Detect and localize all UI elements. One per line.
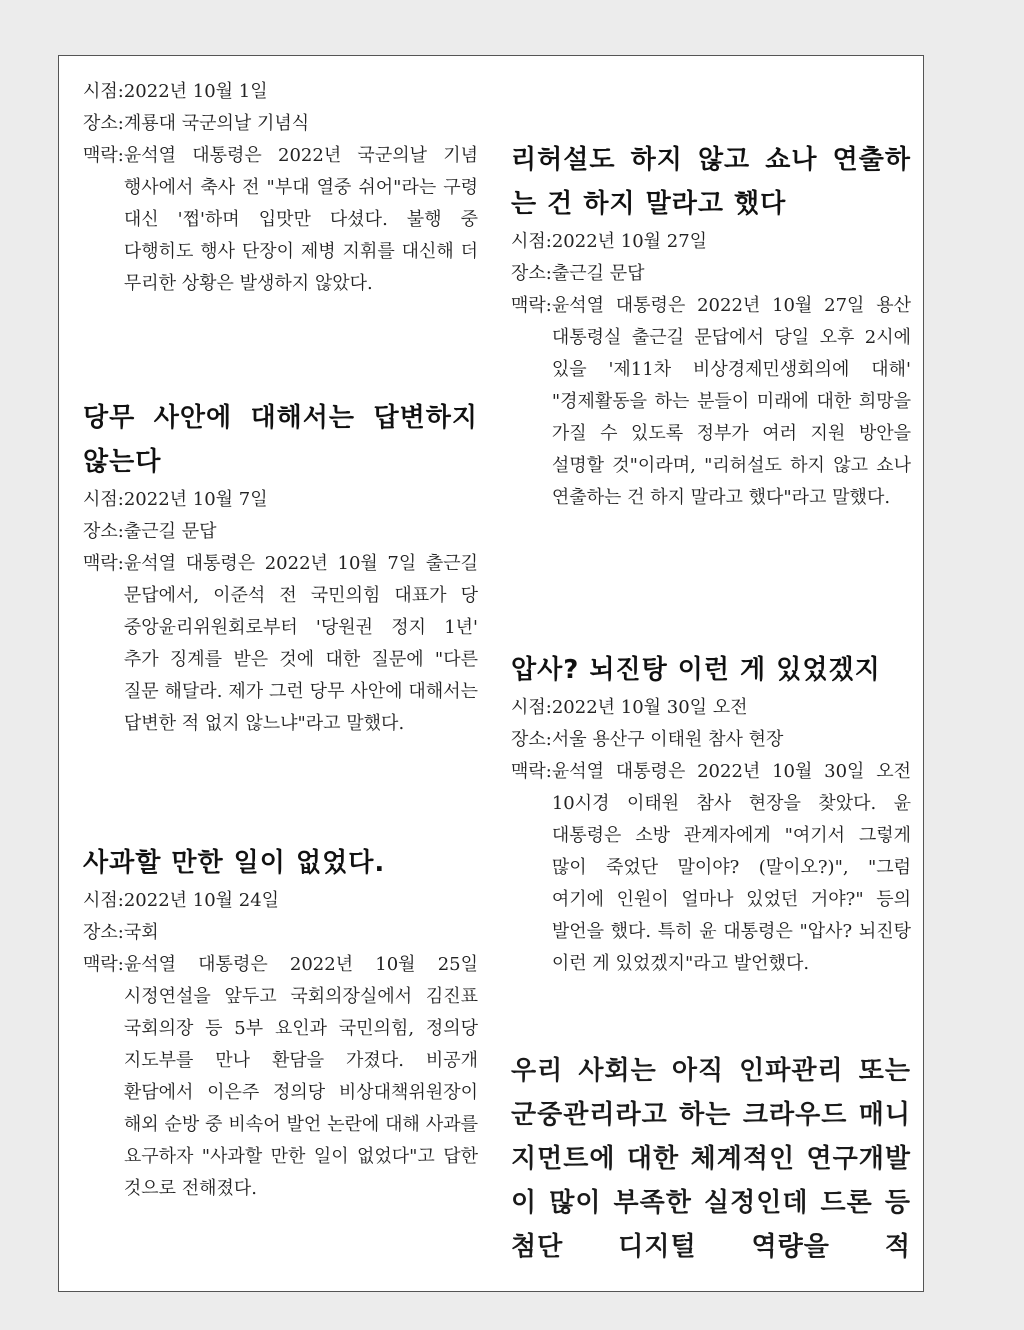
- essay-block: [511, 1049, 911, 1269]
- time-label: 시점:: [83, 890, 124, 911]
- entry-title: 리허설도 하지 않고 쇼나 연출하는 건 하지 말라고 했다: [511, 145, 911, 219]
- place-label: 장소:: [83, 521, 124, 542]
- context-label: 맥락:: [511, 761, 552, 782]
- entry-time-row: [511, 692, 911, 724]
- entry-place: 서울 용산구 이태원 참사 현장: [551, 729, 784, 750]
- document-page: [58, 55, 924, 1292]
- entry-time-row: [83, 484, 478, 516]
- place-label: 장소:: [511, 729, 552, 750]
- time-label: 시점:: [511, 697, 552, 718]
- entry-itaewon: [511, 648, 911, 980]
- place-label: 장소:: [511, 263, 552, 284]
- entry-title: 사과할 만한 일이 없었다.: [83, 848, 386, 878]
- entry-rehearsal: [511, 138, 911, 514]
- entry-place-row: [83, 917, 478, 949]
- entry-time: 2022년 10월 30일 오전: [551, 697, 748, 718]
- essay-paragraph: 우리 사회는 아직 인파관리 또는 군중관리라고 하는 크라우드 매니지먼트에 대한 체계적인 연구개발이 많이 부족한 실정인데 드론 등 첨단 디지털 역량을 적: [511, 1056, 911, 1262]
- entry-armed-forces-day: [83, 76, 478, 300]
- entry-context-row: [511, 756, 911, 980]
- entry-context: 윤석열 대통령은 2022년 10월 30일 오전 10시경 이태원 참사 현장을 찾았다. 윤 대통령은 소방 관계자에게 "여기서 그렇게 많이 죽었단 말이야? (말이오?)", "그럼 여기에 인원이 얼마나 있었던 거야?" 등의 발언을 했다. 특히 윤 대통령은 "압사? 뇌진탕 이런 게 있었겠지"라고 발언했다.: [551, 761, 911, 974]
- time-label: 시점:: [83, 81, 124, 102]
- entry-time: 2022년 10월 27일: [551, 231, 708, 252]
- entry-place-row: [83, 108, 478, 140]
- entry-place-row: [511, 258, 911, 290]
- entry-time-row: [83, 885, 478, 917]
- context-label: 맥락:: [511, 295, 552, 316]
- entry-context: 윤석열 대통령은 2022년 10월 27일 용산 대통령실 출근길 문답에서 당일 오후 2시에 있을 '제11차 비상경제민생회의에 대해' "경제활동을 하는 분들이 미래에 대한 희망을 가질 수 있도록 정부가 여러 지원 방안을 설명할 것"이라며, "리허설도 하지 않고 쇼나 연출하는 건 하지 말라고 했다"라고 말했다.: [551, 295, 911, 508]
- entry-context-row: [83, 949, 478, 1205]
- time-label: 시점:: [511, 231, 552, 252]
- entry-no-apology: [83, 841, 478, 1205]
- entry-time: 2022년 10월 24일: [123, 890, 280, 911]
- place-label: 장소:: [83, 922, 124, 943]
- entry-time: 2022년 10월 7일: [123, 489, 268, 510]
- context-label: 맥락:: [83, 954, 124, 975]
- entry-time-row: [83, 76, 478, 108]
- time-label: 시점:: [83, 489, 124, 510]
- entry-context: 윤석열 대통령은 2022년 국군의날 기념 행사에서 축사 전 "부대 열중 쉬어"라는 구령 대신 '쩝'하며 입맛만 다셨다. 불행 중 다행히도 행사 단장이 제병 지휘를 대신해 더 무리한 상황은 발생하지 않았다.: [123, 145, 478, 294]
- entry-context-row: [83, 140, 478, 300]
- entry-place: 계룡대 국군의날 기념식: [123, 113, 310, 134]
- entry-place: 국회: [123, 922, 159, 943]
- entry-place: 출근길 문답: [123, 521, 217, 542]
- entry-title: 당무 사안에 대해서는 답변하지 않는다: [83, 403, 478, 477]
- context-label: 맥락:: [83, 553, 124, 574]
- entry-party-affairs: [83, 396, 478, 740]
- entry-place: 출근길 문답: [551, 263, 645, 284]
- entry-place-row: [83, 516, 478, 548]
- entry-place-row: [511, 724, 911, 756]
- entry-context: 윤석열 대통령은 2022년 10월 7일 출근길 문답에서, 이준석 전 국민의힘 대표가 당 중앙윤리위원회로부터 '당원권 정지 1년' 추가 징계를 받은 것에 대한 질문에 "다른 질문 해달라. 제가 그런 당무 사안에 대해서는 답변한 적 없지 않느냐"라고 말했다.: [123, 553, 478, 734]
- context-label: 맥락:: [83, 145, 124, 166]
- entry-context: 윤석열 대통령은 2022년 10월 25일 시정연설을 앞두고 국회의장실에서 김진표 국회의장 등 5부 요인과 국민의힘, 정의당 지도부를 만나 환담을 가졌다. 비공개 환담에서 이은주 정의당 비상대책위원장이 해외 순방 중 비속어 발언 논란에 대해 사과를 요구하자 "사과할 만한 일이 없었다"고 답한 것으로 전해졌다.: [123, 954, 478, 1199]
- place-label: 장소:: [83, 113, 124, 134]
- entry-time-row: [511, 226, 911, 258]
- entry-title: 압사? 뇌진탕 이런 게 있었겠지: [511, 655, 881, 685]
- entry-time: 2022년 10월 1일: [123, 81, 268, 102]
- entry-context-row: [83, 548, 478, 740]
- entry-context-row: [511, 290, 911, 514]
